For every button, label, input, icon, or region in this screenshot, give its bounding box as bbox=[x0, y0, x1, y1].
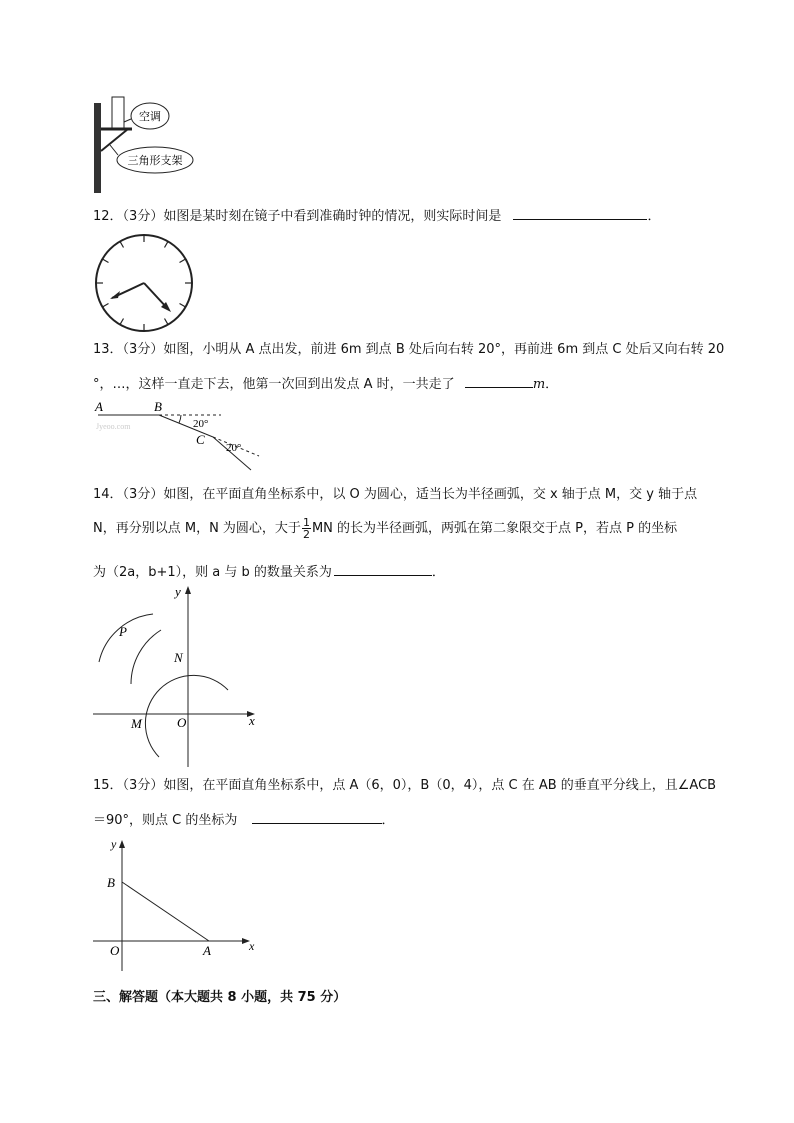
question-14-line1 bbox=[93, 486, 697, 504]
label-x: x bbox=[249, 939, 255, 953]
fraction-denominator: 2 bbox=[302, 528, 310, 541]
question-text: 为（2a，b+1），则 a 与 b 的数量关系为 bbox=[93, 565, 332, 580]
wall bbox=[94, 103, 101, 193]
y-axis-arrow bbox=[185, 586, 191, 594]
question-number: 15．（3分） bbox=[93, 778, 164, 793]
question-text: 如图，小明从 A 点出发，前进 6m 到点 B 处后向右转 20°，再前进 6m 到点 C 处后又向右转 20 bbox=[163, 342, 725, 357]
fraction-numerator: 1 bbox=[302, 516, 310, 529]
question-text: MN 的长为半径画弧，两弧在第二象限交于点 P，若点 P 的坐标 bbox=[311, 521, 678, 536]
answer-blank[interactable] bbox=[465, 373, 533, 388]
punct: ． bbox=[647, 209, 661, 224]
fraction-one-half bbox=[302, 517, 311, 540]
label-y: y bbox=[175, 584, 181, 599]
figure-ac-bracket bbox=[88, 95, 228, 197]
figure-path-walk bbox=[93, 398, 268, 472]
label-O: O bbox=[177, 715, 187, 730]
question-text: 如图，在平面直角坐标系中，点 A（6，0），B（0，4），点 C 在 AB 的垂直平分线上，且∠ACB bbox=[163, 778, 717, 793]
label-N: N bbox=[174, 650, 183, 665]
answer-blank[interactable] bbox=[513, 205, 647, 220]
question-12 bbox=[93, 205, 661, 226]
angle-label-2: 20° bbox=[226, 442, 242, 454]
figure-mirror-clock bbox=[93, 232, 195, 334]
question-13-line2 bbox=[93, 373, 558, 394]
label-P: P bbox=[119, 624, 127, 639]
figure-coordinate-arcs bbox=[93, 584, 263, 769]
punct: ． bbox=[381, 813, 395, 828]
label-pointer-bracket bbox=[110, 145, 118, 155]
angle-label-1: 20° bbox=[193, 418, 209, 430]
label-B: B bbox=[154, 399, 162, 414]
question-14-line3 bbox=[93, 561, 445, 582]
y-axis-arrow bbox=[119, 840, 125, 848]
question-13-line1 bbox=[93, 341, 724, 359]
question-14-line2 bbox=[93, 517, 677, 540]
label-A: A bbox=[203, 943, 211, 958]
label-bracket: 三角形支架 bbox=[127, 154, 183, 167]
ac-unit bbox=[112, 97, 124, 129]
arc-center-N bbox=[131, 630, 161, 684]
section-3-heading: 三、解答题（本大题共 8 小题，共 75 分） bbox=[93, 990, 347, 1005]
label-x: x bbox=[249, 713, 255, 728]
watermark: Jyeoo.com bbox=[96, 422, 131, 431]
segment-AB bbox=[122, 882, 209, 941]
punct: ． bbox=[545, 377, 559, 392]
label-ac: 空调 bbox=[139, 110, 161, 123]
label-B: B bbox=[107, 875, 115, 890]
question-text: 如图，在平面直角坐标系中，以 O 为圆心，适当长为半径画弧，交 x 轴于点 M，交 y 轴于点 bbox=[163, 487, 698, 502]
label-y: y bbox=[111, 837, 117, 851]
punct: ． bbox=[431, 565, 445, 580]
label-pointer-ac bbox=[124, 119, 131, 122]
question-15-line2 bbox=[93, 809, 395, 830]
question-number: 13．（3分） bbox=[93, 342, 164, 357]
figure-triangle-axes bbox=[93, 836, 263, 976]
question-text: N，再分别以点 M，N 为圆心，大于 bbox=[93, 521, 301, 536]
angle-arc-B bbox=[179, 415, 181, 423]
bracket-diagonal bbox=[101, 129, 128, 151]
question-text: 如图是某时刻在镜子中看到准确时钟的情况，则实际时间是 bbox=[163, 209, 502, 224]
answer-blank[interactable] bbox=[252, 809, 382, 824]
label-M: M bbox=[131, 716, 142, 731]
answer-blank[interactable] bbox=[334, 561, 432, 576]
unit: m bbox=[532, 377, 546, 392]
arc-center-O bbox=[145, 675, 228, 757]
label-C: C bbox=[196, 432, 205, 447]
question-text: °，…，这样一直走下去，他第一次回到出发点 A 时，一共走了 bbox=[93, 377, 455, 392]
question-number: 12．（3分） bbox=[93, 209, 164, 224]
question-15-line1 bbox=[93, 777, 716, 795]
question-number: 14．（3分） bbox=[93, 487, 164, 502]
label-A: A bbox=[95, 399, 103, 414]
question-text: ＝90°，则点 C 的坐标为 bbox=[93, 813, 238, 828]
label-O: O bbox=[110, 943, 120, 958]
